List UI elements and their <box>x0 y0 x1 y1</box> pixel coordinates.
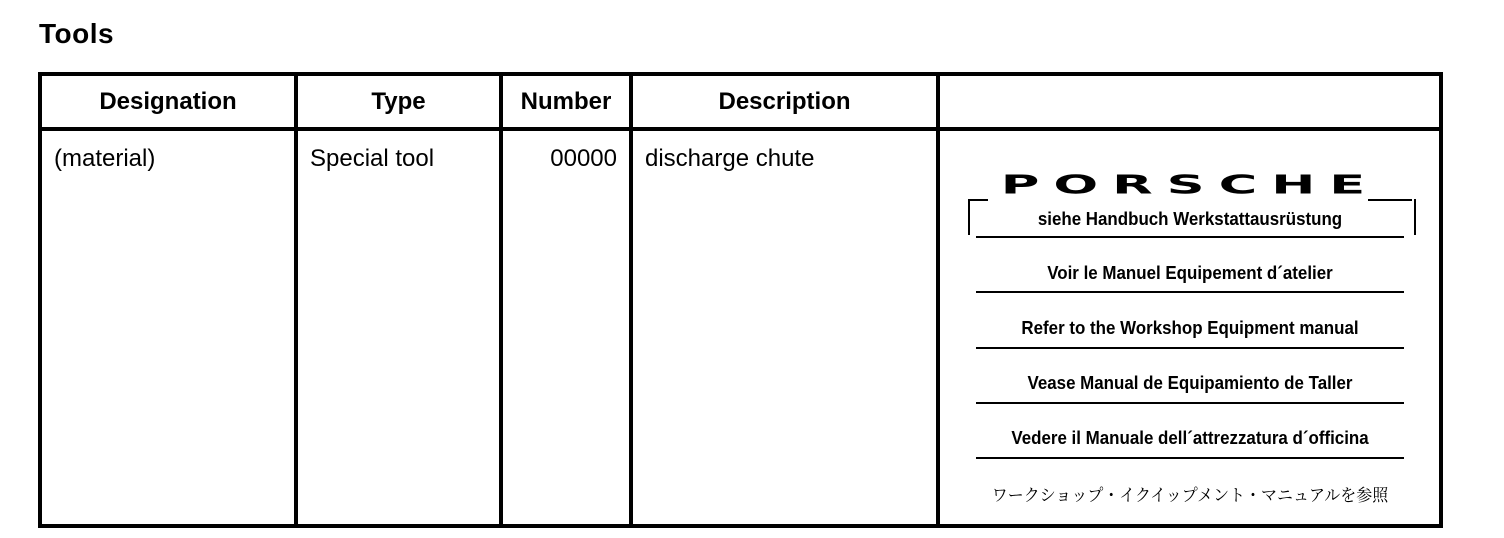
header-description: Description <box>631 74 938 129</box>
header-number: Number <box>501 74 631 129</box>
reference-line-de: siehe Handbuch Werkstattausrüstung <box>1037 209 1343 229</box>
tools-table <box>38 72 1443 528</box>
cell-reference-image <box>938 129 1441 526</box>
cell-description: discharge chute <box>631 129 938 526</box>
divider <box>976 236 1404 238</box>
porsche-manual-reference-stamp <box>968 145 1412 506</box>
cell-type: Special tool <box>296 129 501 526</box>
header-row <box>40 74 1441 129</box>
divider <box>976 347 1404 349</box>
porsche-logo: PORSCHE <box>1000 170 1380 200</box>
reference-line-fr: Voir le Manuel Equipement d´atelier <box>1047 263 1333 283</box>
cell-number: 00000 <box>501 129 631 526</box>
header-designation: Designation <box>40 74 296 129</box>
divider <box>976 291 1404 293</box>
table-row <box>40 129 1441 526</box>
page-title: Tools <box>39 18 115 49</box>
reference-line-es: Vease Manual de Equipamiento de Taller <box>1027 373 1353 393</box>
reference-line-it: Vedere il Manuale dell´attrezzatura d´officina <box>1011 428 1369 448</box>
header-type: Type <box>296 74 501 129</box>
header-image <box>938 74 1441 129</box>
cell-designation: (material) <box>40 129 296 526</box>
divider <box>976 402 1404 404</box>
reference-line-en: Refer to the Workshop Equipment manual <box>1021 318 1359 338</box>
reference-line-ja: ワークショップ・イクイップメント・マニュアルを参照 <box>991 486 1389 506</box>
divider <box>976 457 1404 459</box>
